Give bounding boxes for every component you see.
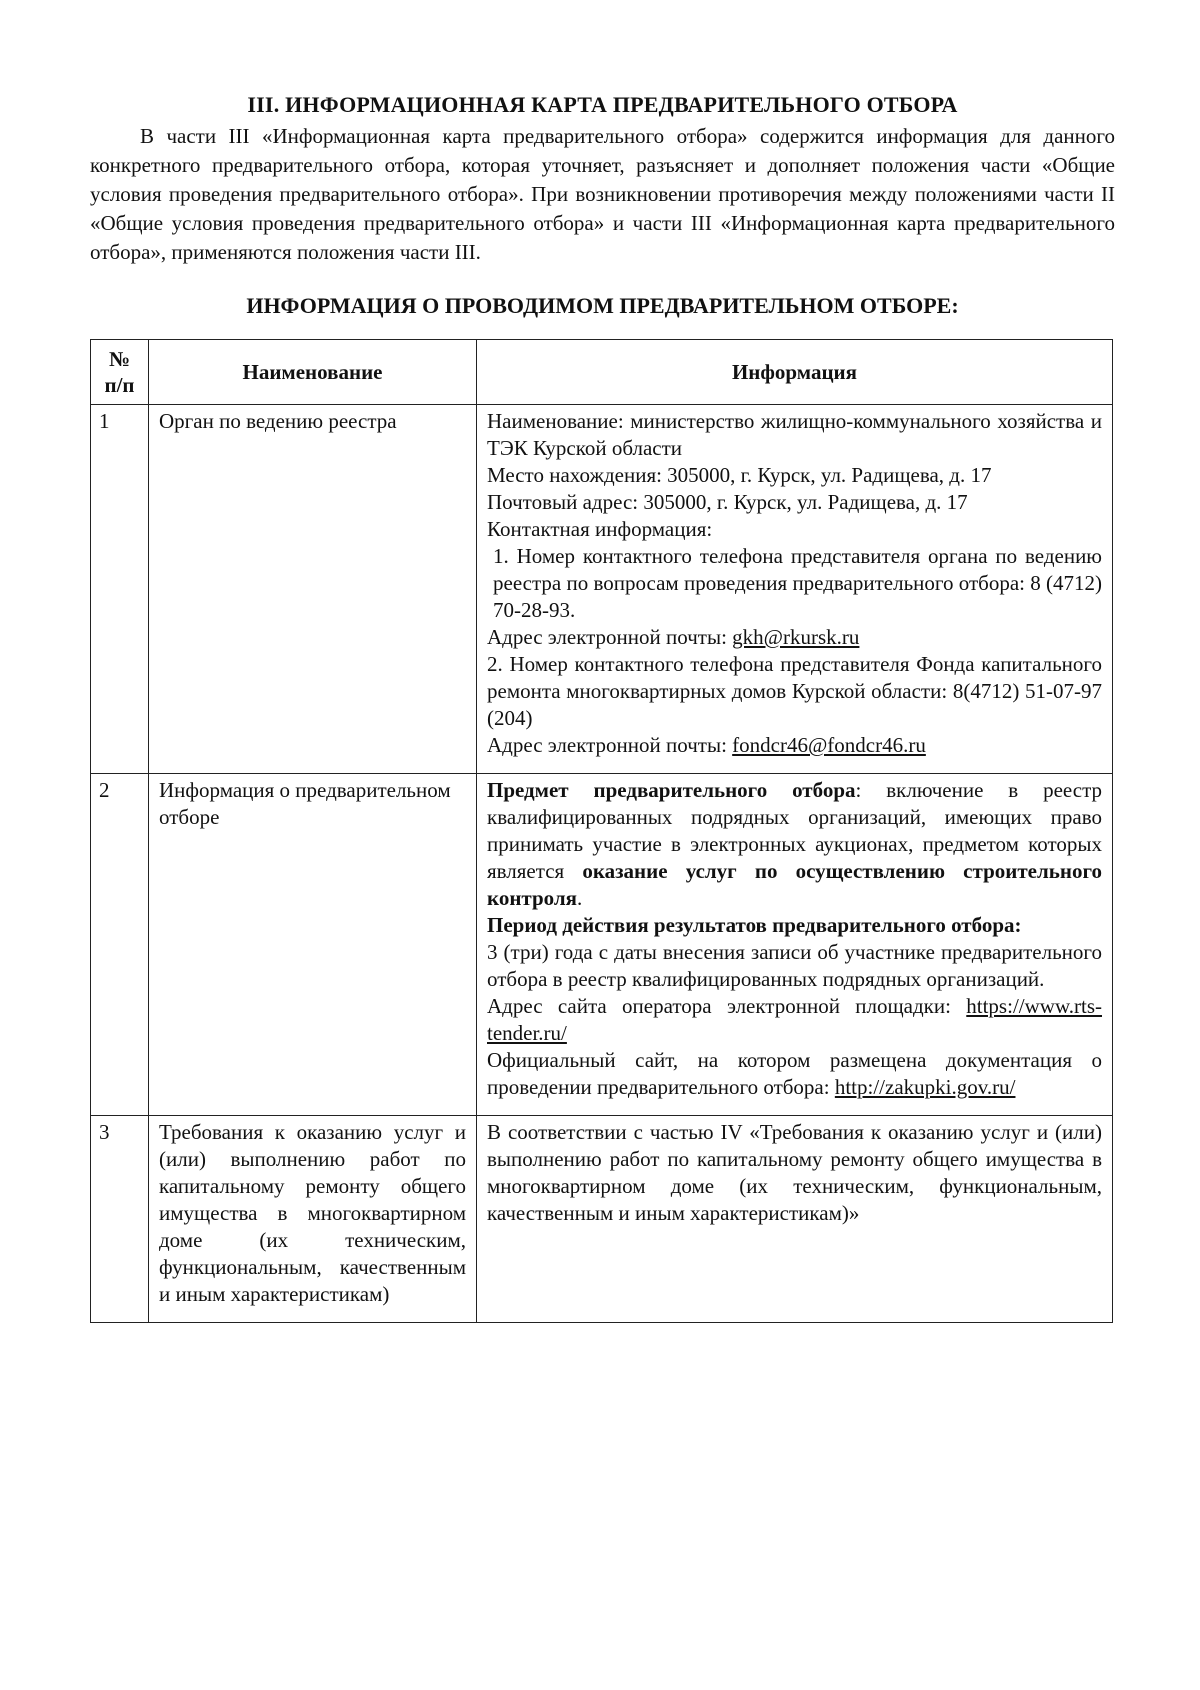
contact-2: 2. Номер контактного телефона представителя Фонда капитального ремонта многоквартирных домов Курской области: 8(4712) 51-07-97 (204) <box>487 652 1102 730</box>
site-link[interactable]: https://www.rts-tender.ru/ <box>487 994 1102 1045</box>
period-text: 3 (три) года с даты внесения записи об участнике предварительного отбора в реестр квалифицированных подрядных организаций. <box>487 940 1102 991</box>
row-name: Требования к оказанию услуг и (или) выполнению работ по капитальному ремонту общего имущества в многоквартирном доме (их техническим, функциональным, качественным и иным характеристикам) <box>149 1116 477 1323</box>
row-name: Информация о предварительном отборе <box>149 774 477 1116</box>
registry-postal: Почтовый адрес: 305000, г. Курск, ул. Радищева, д. 17 <box>487 490 968 514</box>
subject-paragraph: Предмет предварительного отбора: включение в реестр квалифицированных подрядных организаций, имеющих право принимать участие в электронных аукционах, предметом которых является оказание услуг по осуществлению строительного контроля. <box>487 778 1103 910</box>
part-title: III. ИНФОРМАЦИОННАЯ КАРТА ПРЕДВАРИТЕЛЬНОГО ОТБОРА <box>247 92 958 117</box>
row-info <box>477 405 1113 774</box>
row-info: В соответствии с частью IV «Требования к оказанию услуг и (или) выполнению работ по капитальному ремонту общего имущества в многоквартирном доме (их техническим, функциональным, качественным и иным характеристикам)» <box>477 1116 1113 1323</box>
document-page <box>90 92 1115 1323</box>
table-header-row <box>91 340 1113 405</box>
header-name: Наименование <box>149 340 477 405</box>
registry-location: Место нахождения: 305000, г. Курск, ул. Радищева, д. 17 <box>487 463 992 487</box>
header-info: Информация <box>477 340 1113 405</box>
row-number: 2 <box>91 774 149 1116</box>
table-row <box>91 1116 1113 1323</box>
section-title: ИНФОРМАЦИЯ О ПРОВОДИМОМ ПРЕДВАРИТЕЛЬНОМ ОТБОРЕ: <box>246 293 959 318</box>
period-label-line: Период действия результатов предварительного отбора: <box>487 913 1022 937</box>
info-table <box>90 339 1113 1323</box>
official-site-link[interactable]: http://zakupki.gov.ru/ <box>834 1075 1016 1099</box>
row-number: 1 <box>91 405 149 774</box>
email-2-line: Адрес электронной почты: fondcr46@fondcr46.ru <box>487 733 926 757</box>
email-1-line: Адрес электронной почты: gkh@rkursk.ru <box>487 625 860 649</box>
row-info <box>477 774 1113 1116</box>
official-line: Официальный сайт, на котором размещена документация о проведении предварительного отбора: http://zakupki.gov.ru/ <box>487 1048 1102 1099</box>
site-line: Адрес сайта оператора электронной площадки: https://www.rts-tender.ru/ <box>487 994 1102 1045</box>
email-1-link[interactable]: gkh@rkursk.ru <box>732 625 860 649</box>
row-number: 3 <box>91 1116 149 1323</box>
registry-name: Наименование: министерство жилищно-коммунального хозяйства и ТЭК Курской области <box>487 409 1102 460</box>
email-2-link[interactable]: fondcr46@fondcr46.ru <box>732 733 926 757</box>
table-row <box>91 405 1113 774</box>
contact-label: Контактная информация: <box>487 517 713 541</box>
header-number: № п/п <box>91 340 149 405</box>
intro-paragraph: В части III «Информационная карта предварительного отбора» содержится информация для данного конкретного предварительного отбора, которая уточняет, разъясняет и дополняет положения части «Общие условия проведения предварительного отбора». При возникновении противоречия между положениями части II «Общие условия проведения предварительного отбора» и части III «Информационная карта предварительного отбора», применяются положения части III. <box>90 124 1115 264</box>
row-name: Орган по ведению реестра <box>149 405 477 774</box>
contact-1: 1. Номер контактного телефона представителя органа по ведению реестра по вопросам проведения предварительного отбора: 8 (4712) 70-28-93. <box>493 544 1102 622</box>
table-row <box>91 774 1113 1116</box>
